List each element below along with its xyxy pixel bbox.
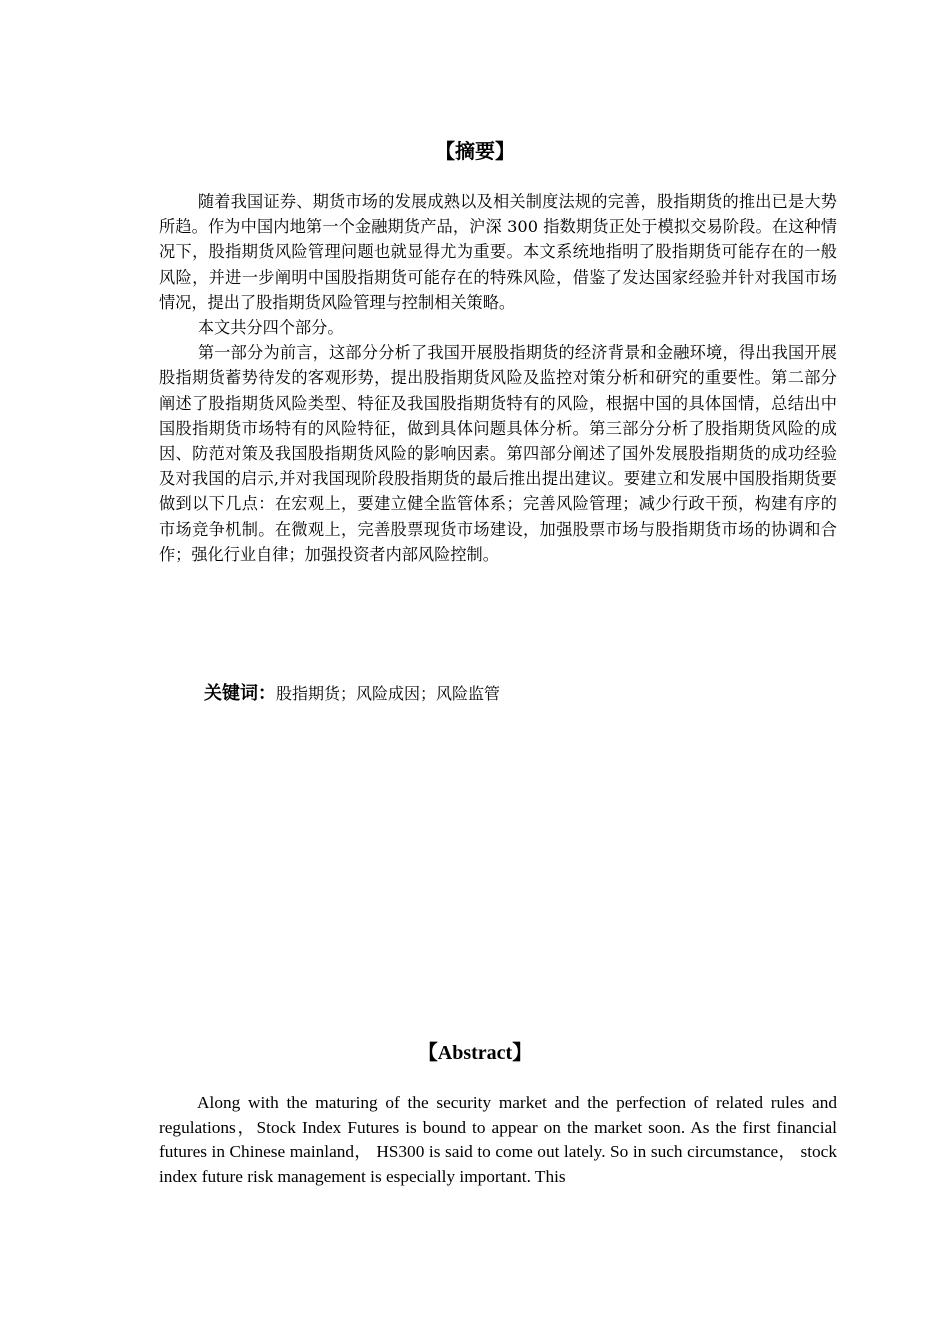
keywords-label: 关键词： [204, 683, 276, 704]
abstract-cn-title: 【摘要】 [435, 139, 515, 163]
abstract-cn-paragraph-2: 本文共分四个部分。 [197, 318, 344, 338]
abstract-en-title: 【Abstract】 [417, 1042, 533, 1064]
abstract-cn-body [159, 189, 837, 567]
abstract-en-body [159, 1091, 837, 1189]
abstract-cn-paragraph-3: 第一部分为前言，这部分分析了我国开展股指期货的经济背景和金融环境，得出我国开展股指期货蓄势待发的客观形势，提出股指期货风险及监控对策分析和研究的重要性。第二部分阐述了股指期货风险类型、特征及我国股指期货特有的风险，根据中国的具体国情，总结出中国股指期货市场特有的风险特征，做到具体问题具体分析。第三部分分析了股指期货风险的成因、防范对策及我国股指期货风险的影响因素。第四部分阐述了国外发展股指期货的成功经验及对我国的启示,并对我国现阶段股指期货的最后推出提出建议。要建立和发展中国股指期货要做到以下几点：在宏观上，要建立健全监管体系；完善风险管理；减少行政干预，构建有序的市场竞争机制。在微观上，完善股票现货市场建设，加强股票市场与股指期货市场的协调和合作；强化行业自律；加强投资者内部风险控制。 [159, 343, 837, 564]
keywords-text: 股指期货；风险成因；风险监管 [276, 684, 501, 703]
keywords-line [204, 681, 500, 707]
abstract-en-paragraph-1: Along with the maturing of the security market and the perfection of related rules and regulations，Stock Index Futures is bound to appear on the market soon. As the first financial futures in Chinese mainland， HS300 is said to come out lately. So in such circumstance， stock index future risk management is especially important. This [159, 1093, 837, 1186]
abstract-cn-paragraph-1: 随着我国证券、期货市场的发展成熟以及相关制度法规的完善，股指期货的推出已是大势所趋。作为中国内地第一个金融期货产品，沪深 300 指数期货正处于模拟交易阶段。在这种情况下，股指期货风险管理问题也就显得尤为重要。本文系统地指明了股指期货可能存在的一般风险，并进一步阐明中国股指期货可能存在的特殊风险，借鉴了发达国家经验并针对我国市场情况，提出了股指期货风险管理与控制相关策略。 [159, 192, 837, 312]
